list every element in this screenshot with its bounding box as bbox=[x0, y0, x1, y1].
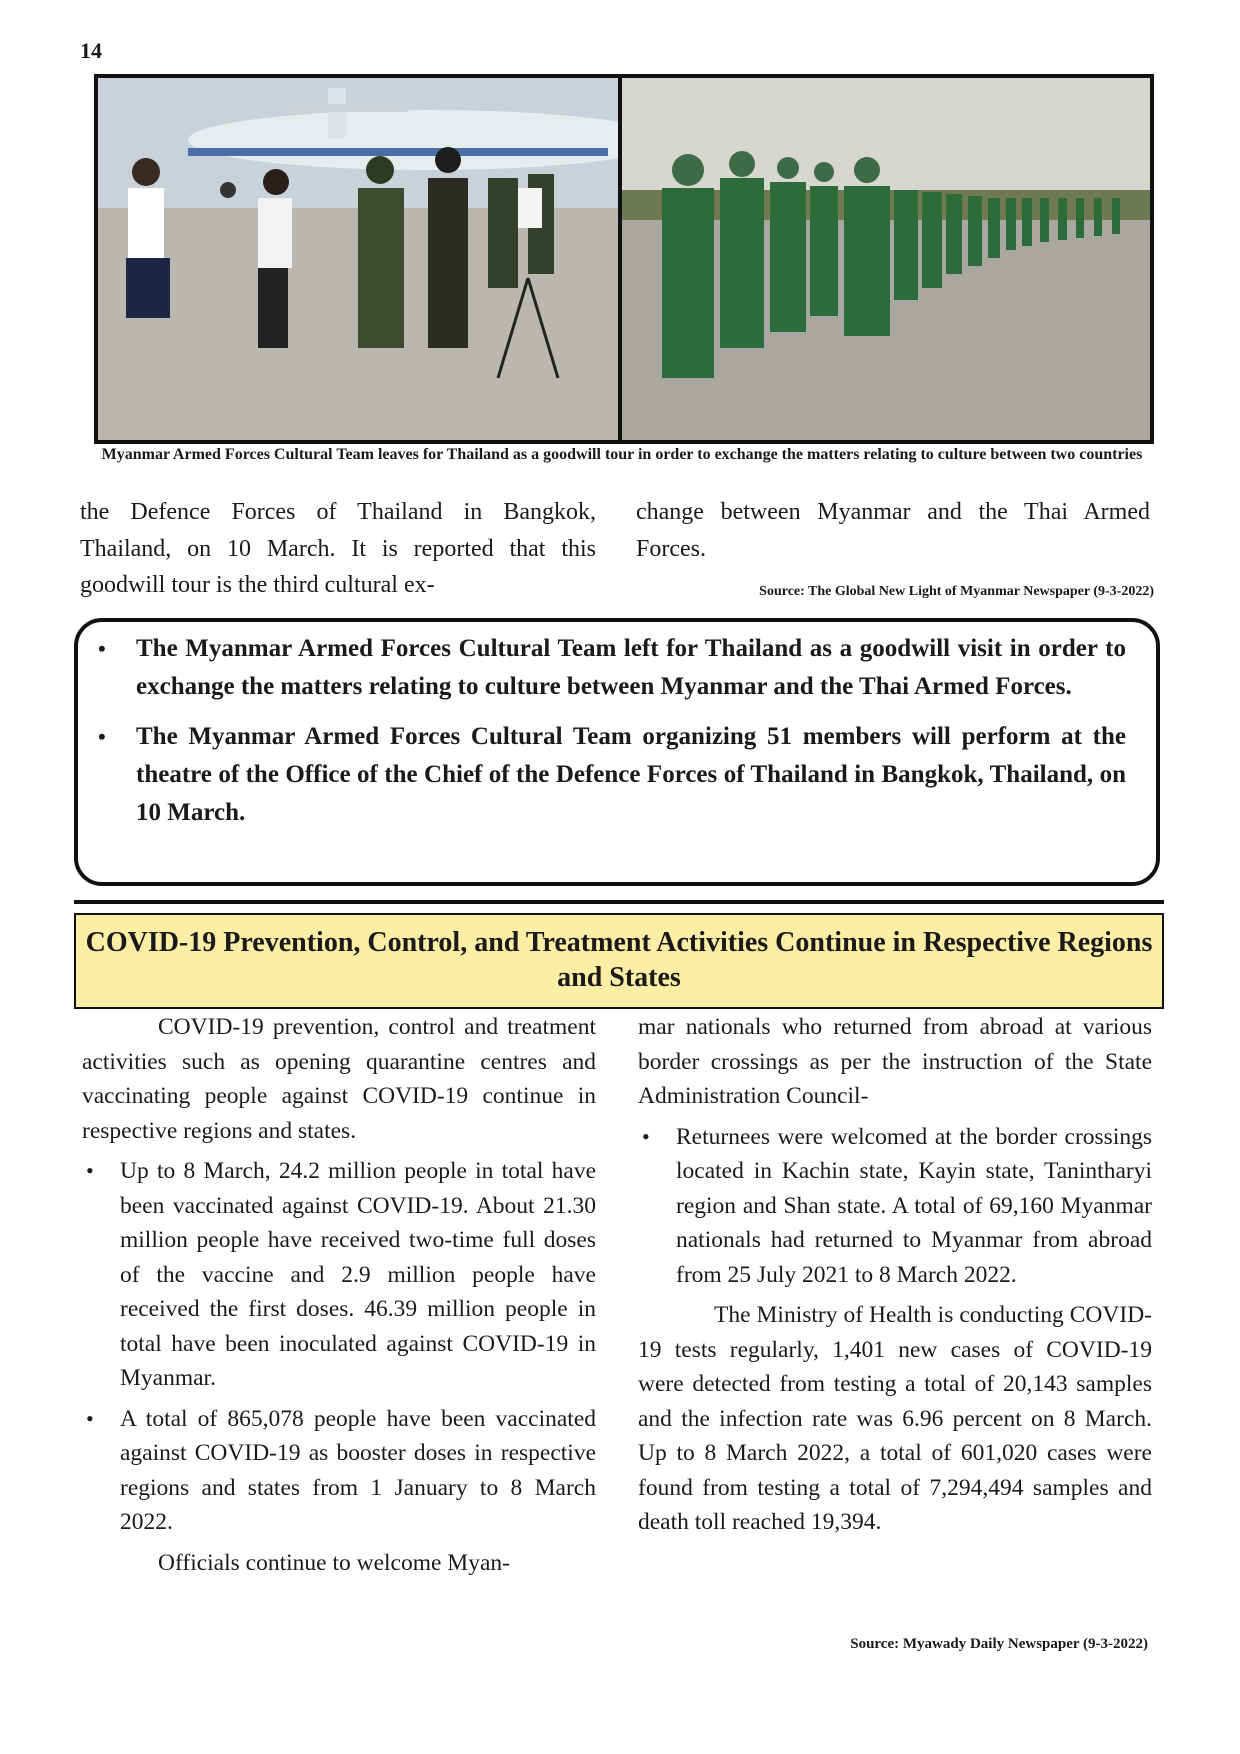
article2-headline: COVID-19 Prevention, Control, and Treatment Activities Continue in Respective Regions and States bbox=[74, 913, 1164, 1009]
article1-column2: change between Myanmar and the Thai Armed Forces. bbox=[636, 499, 1150, 562]
article2-intro: COVID-19 prevention, control and treatment activities such as opening quarantine centres and vaccinating people against COVID-19 continue in respective regions and states. bbox=[82, 1014, 596, 1144]
article2-returnees-intro: Officials continue to welcome Myan- bbox=[158, 1549, 510, 1576]
article1-source: Source: The Global New Light of Myanmar Newspaper (9-3-2022) bbox=[759, 584, 1154, 599]
article2-column1 bbox=[82, 1010, 596, 1580]
article2-source: Source: Myawady Daily Newspaper (9-3-2022) bbox=[850, 1636, 1148, 1652]
page-number: 14 bbox=[80, 38, 102, 63]
article2-bullet-booster: • A total of 865,078 people have been vaccinated against COVID-19 as booster doses in respective regions and states from 1 January to 8 March 2022. bbox=[82, 1402, 596, 1540]
photo-strip bbox=[94, 74, 1154, 444]
article2-bullet-vaccinated: • Up to 8 March, 24.2 million people in total have been vaccinated against COVID-19. About 21.30 million people have received two-time full doses of the vaccine and 2.9 million people have received the first doses. 46.39 million people in total have been inoculated against COVID-19 in Myanmar. bbox=[82, 1154, 596, 1396]
article2-column2 bbox=[638, 1010, 1152, 1540]
summary-bullet-1: • The Myanmar Armed Forces Cultural Team left for Thailand as a goodwill visit in order to exchange the matters relating to culture between Myanmar and the Thai Armed Forces. bbox=[136, 630, 1126, 706]
summary-bullet-2: • The Myanmar Armed Forces Cultural Team organizing 51 members will perform at the theatre of the Office of the Chief of the Defence Forces of Thailand in Bangkok, Thailand, on 10 March. bbox=[136, 718, 1126, 832]
article2-returnees-cont: mar nationals who returned from abroad at various border crossings as per the instruction of the State Administration Council- bbox=[638, 1014, 1152, 1109]
airport-farewell-photo bbox=[98, 78, 618, 440]
article2-testing-paragraph: The Ministry of Health is conducting COVID-19 tests regularly, 1,401 new cases of COVID-19 were detected from testing a total of 20,143 samples and the infection rate was 6.96 percent on 8 March. Up to 8 March 2022, a total of 601,020 cases were found from testing a total of 7,294,494 samples and death toll reached 19,394. bbox=[638, 1302, 1152, 1535]
photo-caption: Myanmar Armed Forces Cultural Team leaves for Thailand as a goodwill tour in order to exchange the matters relating to culture between two countries bbox=[101, 446, 1143, 463]
article2-bullet-returnees: • Returnees were welcomed at the border crossings located in Kachin state, Kayin state, Tanintharyi region and Shan state. A total of 69,160 Myanmar nationals had returned to Myanmar from abroad from 25 July 2021 to 8 March 2022. bbox=[638, 1120, 1152, 1293]
section-divider bbox=[74, 900, 1164, 904]
troops-lineup-photo bbox=[622, 78, 1150, 440]
article1-column1: the Defence Forces of Thailand in Bangkok, Thailand, on 10 March. It is reported that this goodwill tour is the third cultural ex- bbox=[80, 499, 596, 598]
summary-box bbox=[74, 618, 1160, 886]
